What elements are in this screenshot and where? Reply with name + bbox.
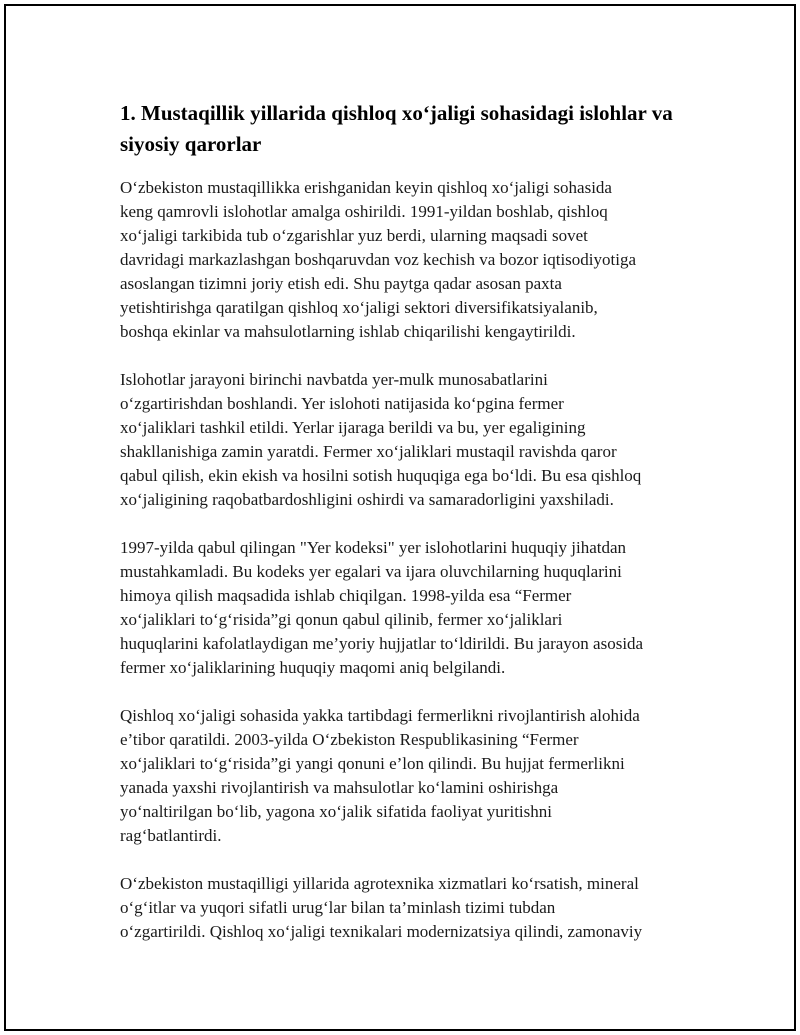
paragraph-5: O‘zbekiston mustaqilligi yillarida agrotexnika xizmatlari ko‘rsatish, mineral o‘g‘itlar va yuqori sifatli urug‘lar bilan ta’minlash tizimi tubdan o‘zgartirildi. Qishloq xo‘jaligi texnikalari modernizatsiya qilindi, zamonaviy	[120, 874, 643, 941]
document-body	[120, 98, 700, 968]
paragraph-2: Islohotlar jarayoni birinchi navbatda yer-mulk munosabatlarini o‘zgartirishdan boshlandi. Yer islohoti natijasida ko‘pgina fermer xo‘jaliklari tashkil etildi. Yerlar ijaraga berildi va bu, yer egaligining shakllanishiga zamin yaratdi. Fermer xo‘jaliklari mustaqil ravishda qaror qabul qilish, ekin ekish va hosilni sotish huquqiga ega bo‘ldi. Bu esa qishloq xo‘jaligining raqobatbardoshligini oshirdi va samaradorligini yaxshiladi.	[120, 370, 642, 509]
paragraph-1: O‘zbekiston mustaqillikka erishganidan keyin qishloq xo‘jaligi sohasida keng qamrovli islohotlar amalga oshirildi. 1991-yildan boshlab, qishloq xo‘jaligi tarkibida tub o‘zgarishlar yuz berdi, ularning maqsadi sovet davridagi markazlashgan boshqaruvdan voz kechish va bozor iqtisodiyotiga asoslangan tizimni joriy etish edi. Shu paytga qadar asosan paxta yetishtirishga qaratilgan qishloq xo‘jaligi sektori diversifikatsiyalanib, boshqa ekinlar va mahsulotlarning ishlab chiqarilishi kengaytirildi.	[120, 178, 636, 341]
paragraph-3: 1997-yilda qabul qilingan "Yer kodeksi" yer islohotlarini huquqiy jihatdan mustahkamladi. Bu kodeks yer egalari va ijara oluvchilarning huquqlarini himoya qilish maqsadida ishlab chiqilgan. 1998-yilda esa “Fermer xo‘jaliklari to‘g‘risida”gi qonun qabul qilinib, fermer xo‘jaliklari huquqlarini kafolatlaydigan me’yoriy hujjatlar to‘ldirildi. Bu jarayon asosida fermer xo‘jaliklarining huquqiy maqomi aniq belgilandi.	[120, 538, 644, 677]
page-frame	[4, 4, 796, 1031]
section-heading: 1. Mustaqillik yillarida qishloq xo‘jaligi sohasidagi islohlar va siyosiy qarorlar	[120, 101, 673, 156]
paragraph-4: Qishloq xo‘jaligi sohasida yakka tartibdagi fermerlikni rivojlantirish alohida e’tibor qaratildi. 2003-yilda O‘zbekiston Respublikasining “Fermer xo‘jaliklari to‘g‘risida”gi yangi qonuni e’lon qilindi. Bu hujjat fermerlikni yanada yaxshi rivojlantirish va mahsulotlar ko‘lamini oshirishga yo‘naltirilgan bo‘lib, yagona xo‘jalik sifatida faoliyat yuritishni rag‘batlantirdi.	[120, 706, 640, 845]
